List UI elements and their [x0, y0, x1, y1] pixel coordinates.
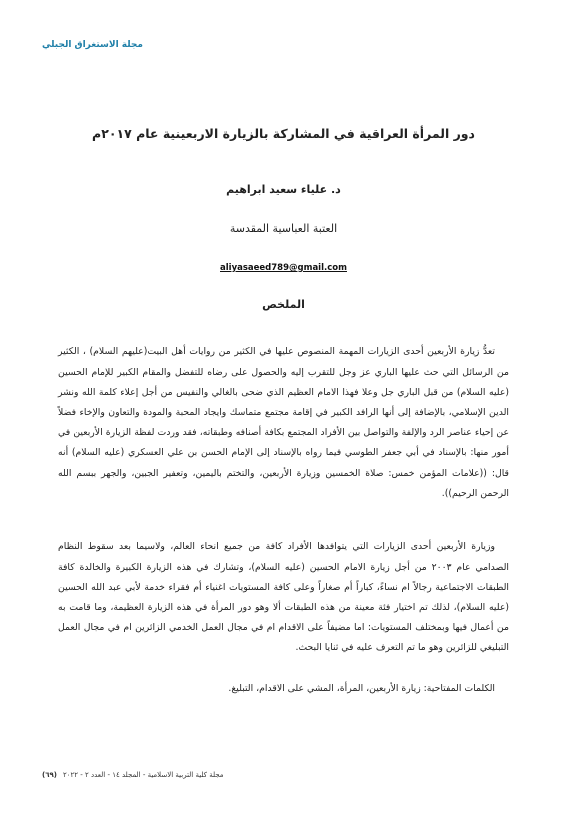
abstract-paragraph-2: وزيارة الأربعين أحدى الزيارات التي يتوافدها الأفراد كافة من جميع انحاء العالم، ولاسيما بعد سقوط النظام الصدامي عام ٢٠٠٣ من أجل زيارة الامام الحسين (عليه السلام)، وتشارك في هذه الزيارة الكبيرة والخالدة كافة الطبقات الاجتماعية رجالاً ام نساءً، كباراً أم صغاراً وعلى كافة المستويات اغنياء أم فقراء خدمة لأبي عبد الله الحسين (عليه السلام)، لذلك تم اختيار فئة معينة من هذه الطبقات ألا وهو دور المرأة في هذه الزيارة العظيمة، وما قامت به من أعمال فيها وبمختلف المستويات: اما مضيفاً على الاقدام ام في مجال العمل الخدمي الزائرين ام في مجال العمل التبليغي للزائرين وهو ما تم التعرف عليه في ثنايا البحث.: [58, 541, 510, 654]
abstract-heading: الملخص: [262, 298, 305, 311]
keywords-line: [58, 679, 509, 699]
author-email-link[interactable]: aliyasaeed789@gmail.com: [220, 263, 347, 273]
page-footer: [42, 771, 367, 779]
running-head: مجلة الاستغراق الجبلي: [42, 40, 143, 50]
author-affiliation: العتبة العباسية المقدسة: [229, 222, 338, 235]
author-email-line: [0, 255, 567, 274]
journal-citation: مجلة كلية التربية الاسلامية - المجلد ١٤ - العدد ٢ - ٢٠٢٢: [62, 771, 224, 779]
paper-title: دور المرأة العراقية في المشاركة بالزيارة الاربعينية عام ٢٠١٧م: [92, 126, 475, 141]
keywords-list: زيارة الأربعين، المرأة، المشي على الاقدام، التبليغ.: [228, 683, 421, 694]
abstract-paragraph-1: تعدُّ زيارة الأربعين أحدى الزيارات المهمة المنصوص عليها في الكثير من روايات أهل البيت(عليهم السلام) ، الكثير من الرسائل التي حث عليها الباري عز وجل للتقرب إليه والحصول على رضاه للتفضل والمقام الكبير للإمام الحسين (عليه السلام) من قبل الباري جل وعلا فهذا الامام العظيم الذي ضحى بالغالي والنفيس من أجل إعلاء كلمة الله ونشر الدين الإسلامي، بالإضافة إلى أنها الرافد الكبير في إقامة مجتمع متماسك وايجاد المحبة والمودة والتعاون والإخاء فضلاً عن إحياء عناصر الرد والإلفة والتواصل بين الأفراد المجتمع بكافة أصنافه وطبقاته، فقد وردت لفظة الزيارة الأربعين في أمور منها: بالإسناد في أبي جعفر الطوسي فيما رواه بالإسناد إلى الإمام الحسن بن علي العسكري (عليه السلام) أنه قال: ((علامات المؤمن خمس: صلاة الخمسين وزيارة الأربعين، والتختم باليمين، وتعفير الجبين، والجهر ببسم الله الرحمن الرحيم)).: [58, 346, 509, 499]
author-name: د. علياء سعيد ابراهيم: [226, 183, 341, 196]
page-number: (٦٩): [42, 771, 57, 779]
keywords-label: الكلمات المفتاحية:: [423, 683, 495, 694]
